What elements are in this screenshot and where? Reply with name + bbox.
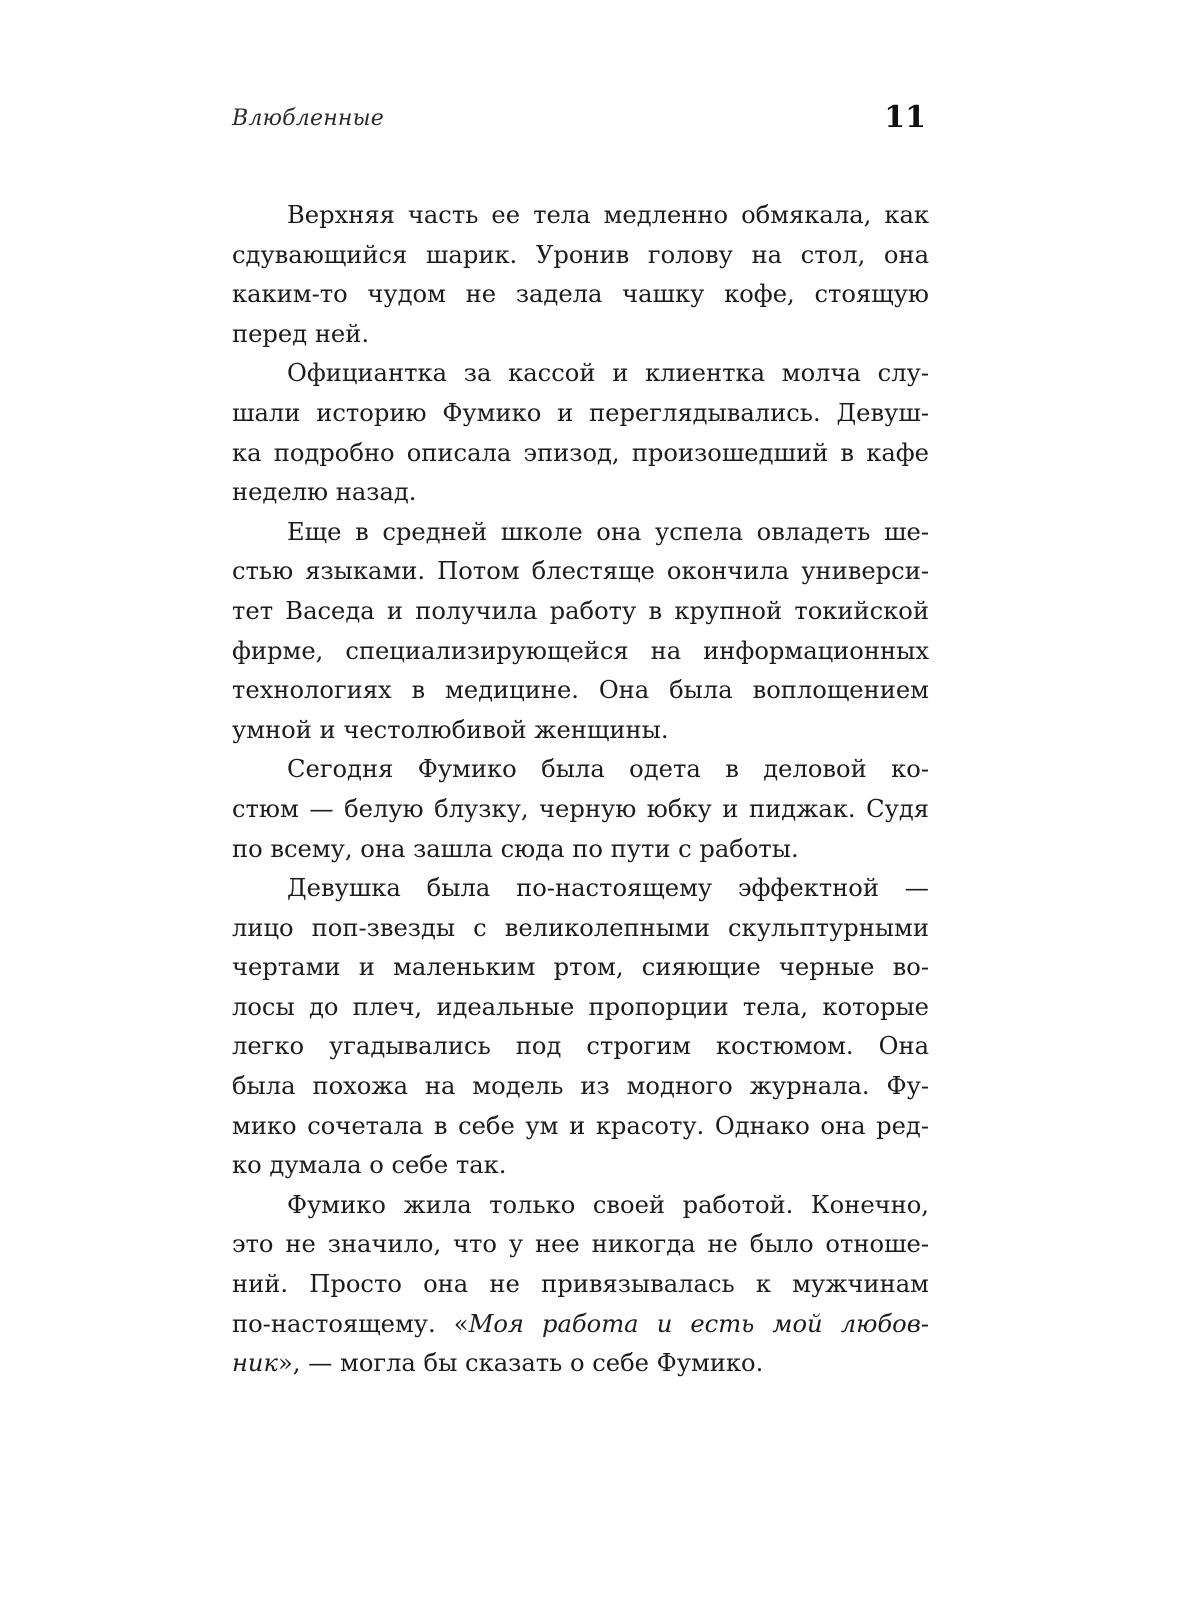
- text-line: чертами и маленьким ртом, сияющие черные во-: [232, 953, 929, 982]
- text-line: Еще в средней школе она успела овладеть ше-: [287, 517, 929, 546]
- text-line: была похожа на модель из модного журнала. Фу-: [232, 1072, 929, 1101]
- text-line: ка подробно описала эпизод, произошедший в кафе: [232, 438, 929, 467]
- text-line: стюм — белую блузку, черную юбку и пиджак. Судя: [232, 794, 929, 823]
- text-line: фирме, специализирующейся на информационных: [232, 636, 929, 665]
- body-text: [232, 196, 929, 1384]
- text-line: лосы до плеч, идеальные пропорции тела, которые: [232, 992, 929, 1021]
- text-line: Фумико жила только своей работой. Конечно,: [287, 1190, 929, 1219]
- paragraph: [232, 513, 929, 751]
- paragraph: [232, 354, 929, 512]
- text-line: лицо поп-звезды с великолепными скульптурными: [232, 913, 929, 942]
- text-line: Верхняя часть ее тела медленно обмякала, как: [287, 201, 929, 229]
- text-line: тет Васеда и получила работу в крупной токийской: [232, 596, 929, 625]
- text-line: умной и честолюбивой женщины.: [232, 715, 669, 744]
- paragraph: [232, 196, 929, 354]
- text-line: [232, 1305, 929, 1345]
- text-line: Сегодня Фумико была одета в деловой ко-: [287, 755, 929, 784]
- paragraph: [232, 869, 929, 1186]
- text-line: неделю назад.: [232, 478, 417, 507]
- text-line: Официантка за кассой и клиентка молча слу-: [287, 359, 929, 388]
- italic-quote: ник: [232, 1349, 278, 1378]
- text-line: мико сочетала в себе ум и красоту. Однако она ред-: [232, 1111, 929, 1140]
- text-line: каким-то чудом не задела чашку кофе, стоящую: [232, 280, 929, 309]
- text-line: Девушка была по-настоящему эффектной —: [287, 874, 929, 903]
- text-fragment: », — могла бы сказать о себе Фумико.: [277, 1349, 764, 1378]
- running-head-title: Влюбленные: [232, 106, 384, 131]
- paragraph: [232, 750, 929, 869]
- paragraph: [232, 1186, 929, 1384]
- text-fragment: по-настоящему. «: [232, 1309, 469, 1338]
- text-line: ко думала о себе так.: [232, 1151, 507, 1180]
- text-line: по всему, она зашла сюда по пути с работы.: [232, 834, 799, 863]
- text-line: сдувающийся шарик. Уронив голову на стол, она: [232, 240, 929, 269]
- text-line: перед ней.: [232, 319, 370, 348]
- text-line: ний. Просто она не привязывалась к мужчинам: [232, 1270, 929, 1299]
- italic-quote: Моя работа и есть мой любов-: [468, 1309, 929, 1338]
- text-line: стью языками. Потом блестяще окончила универси-: [232, 557, 929, 586]
- text-line: это не значило, что у нее никогда не было отноше-: [232, 1230, 929, 1259]
- page-number: 11: [884, 100, 926, 135]
- text-line: технологиях в медицине. Она была воплощением: [232, 676, 929, 705]
- text-line: легко угадывались под строгим костюмом. Она: [232, 1032, 929, 1061]
- text-line: [232, 1344, 929, 1384]
- text-line: шали историю Фумико и переглядывались. Девуш-: [232, 398, 929, 427]
